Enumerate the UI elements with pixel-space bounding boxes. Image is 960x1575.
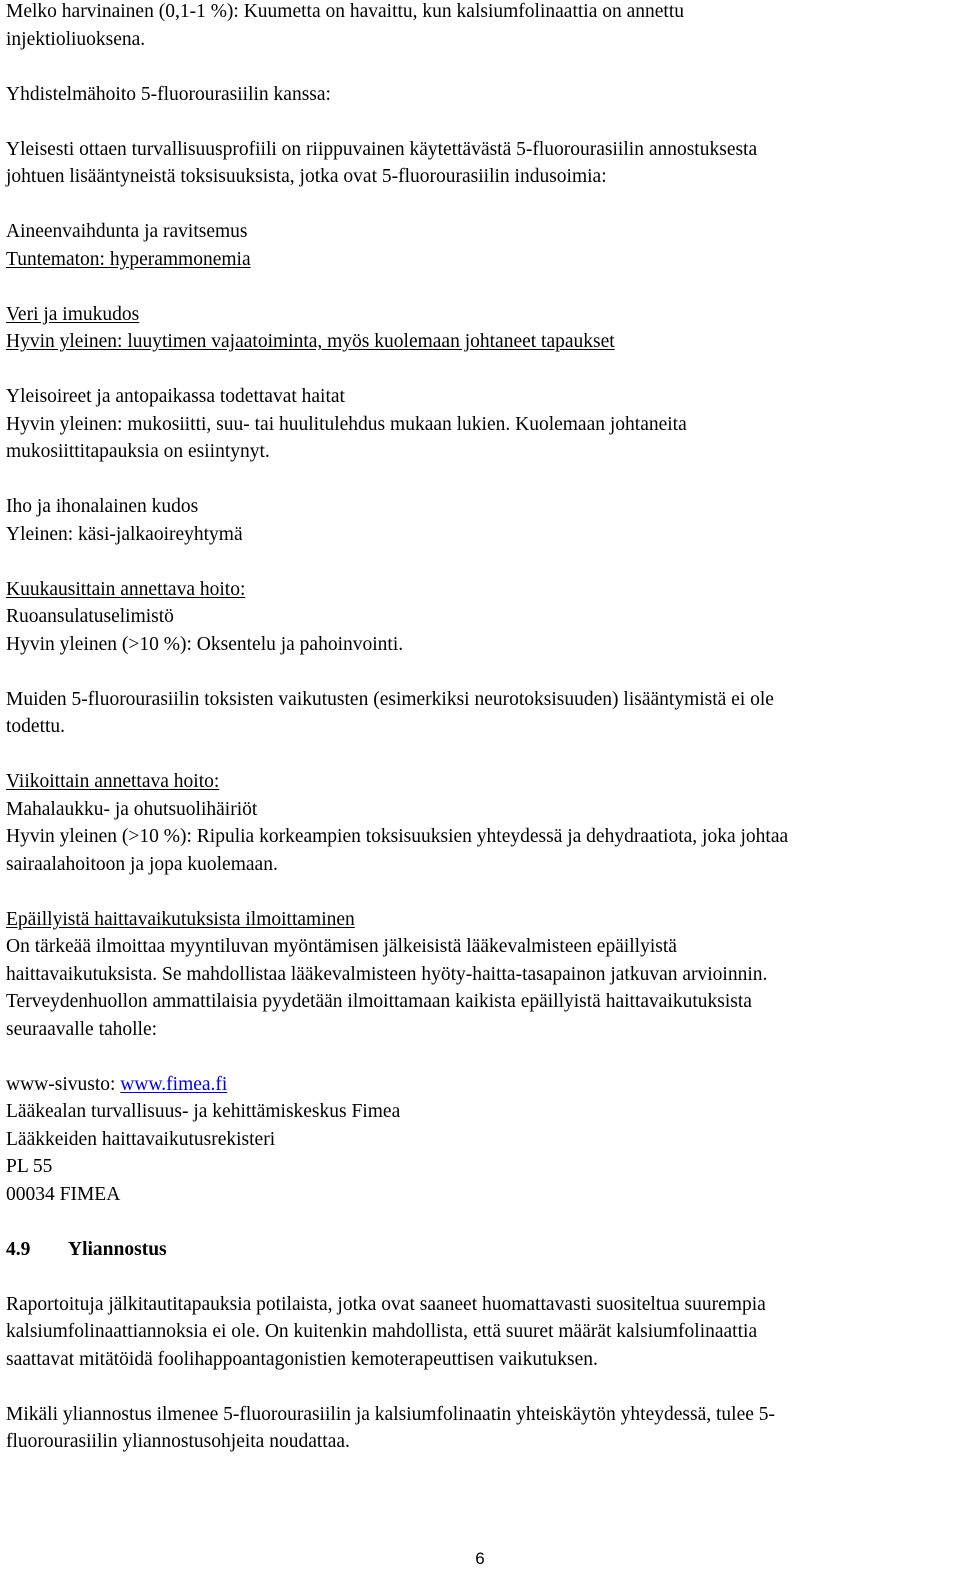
subsection-heading: Kuukausittain annettava hoito: xyxy=(6,578,246,600)
text-line: Muiden 5-fluorourasiilin toksisten vaikutusten (esimerkiksi neurotoksisuuden) lisääntymistä ei ole xyxy=(6,688,774,710)
address-line: 00034 FIMEA xyxy=(6,1183,121,1205)
underlined-text: Hyvin yleinen: luuytimen vajaatoiminta, myös kuolemaan johtaneet tapaukset xyxy=(6,331,615,352)
text-line: seuraavalle taholle: xyxy=(6,1018,158,1040)
text-line: Yleisesti ottaen turvallisuusprofiili on riippuvainen käytettävästä 5-fluorourasiilin annostuksesta xyxy=(6,138,758,160)
paragraph-gap xyxy=(6,108,954,136)
website-line xyxy=(6,1071,954,1099)
text-line: johtuen lisääntyneistä toksisuuksista, jotka ovat 5-fluorourasiilin indusoimia: xyxy=(6,166,607,187)
section-label: Yleisoireet ja antopaikassa todettavat haitat xyxy=(6,386,345,407)
text-line: Raportoituja jälkitautitapauksia potilaista, jotka ovat saaneet huomattavasti suositeltua suurempia xyxy=(6,1293,766,1315)
section-heading xyxy=(6,1236,954,1264)
paragraph-gap xyxy=(6,466,954,494)
text-line: On tärkeää ilmoittaa myyntiluvan myöntämisen jälkeisistä lääkevalmisteen epäillyistä xyxy=(6,936,677,957)
paragraph-gap xyxy=(6,191,954,219)
text-line: Melko harvinainen (0,1-1 %): Kuumetta on havaittu, kun kalsiumfolinaattia on annettu xyxy=(6,1,684,22)
text-line: Yhdistelmähoito 5-fluorourasiilin kanssa: xyxy=(6,83,331,105)
paragraph-gap xyxy=(6,356,954,384)
text-line: haittavaikutuksista. Se mahdollistaa lääkevalmisteen hyöty-haitta-tasapainon jatkuvan arvioinnin. xyxy=(6,963,768,985)
section-label: Mahalaukku- ja ohutsuolihäiriöt xyxy=(6,798,258,820)
paragraph-gap xyxy=(6,273,954,301)
section-label: Aineenvaihdunta ja ravitsemus xyxy=(6,221,248,242)
paragraph-gap xyxy=(6,1208,954,1236)
text-line: saattavat mitätöidä foolihappoantagonistien kemoterapeuttisen vaikutuksen. xyxy=(6,1348,598,1370)
paragraph-gap xyxy=(6,658,954,686)
section-label: Iho ja ihonalainen kudos xyxy=(6,496,199,517)
paragraph-gap xyxy=(6,1263,954,1291)
fimea-link[interactable]: www.fimea.fi xyxy=(120,1073,228,1095)
text-line: Hyvin yleinen (>10 %): Ripulia korkeampien toksisuuksien yhteydessä ja dehydraatiota, joka johtaa xyxy=(6,826,789,847)
page-number: 6 xyxy=(475,1549,485,1568)
paragraph-gap xyxy=(6,1373,954,1401)
website-label: www-sivusto: xyxy=(6,1073,121,1095)
text-line: kalsiumfolinaattiannoksia ei ole. On kuitenkin mahdollista, että suuret määrät kalsiumfolinaattia xyxy=(6,1321,758,1342)
text-line: mukosiittitapauksia on esiintynyt. xyxy=(6,441,270,462)
text-line: Terveydenhuollon ammattilaisia pyydetään ilmoittamaan kaikista epäillyistä haittavaikutuksista xyxy=(6,991,752,1012)
text-line: sairaalahoitoon ja jopa kuolemaan. xyxy=(6,853,278,875)
address-line: Lääkkeiden haittavaikutusrekisteri xyxy=(6,1128,276,1150)
paragraph-gap xyxy=(6,1043,954,1071)
text-line: Yleinen: käsi-jalkaoireyhtymä xyxy=(6,523,243,545)
paragraph-gap xyxy=(6,878,954,906)
document-page xyxy=(6,0,954,1456)
section-label: Ruoansulatuselimistö xyxy=(6,606,174,627)
section-title: Yliannostus xyxy=(68,1238,167,1260)
paragraph-gap xyxy=(6,548,954,576)
text-line: injektioliuoksena. xyxy=(6,28,146,50)
text-line: todettu. xyxy=(6,716,66,737)
subsection-heading: Viikoittain annettava hoito: xyxy=(6,771,220,792)
text-line: Hyvin yleinen: mukosiitti, suu- tai huulitulehdus mukaan lukien. Kuolemaan johtaneita xyxy=(6,413,687,435)
paragraph-gap xyxy=(6,53,954,81)
paragraph-gap xyxy=(6,741,954,769)
subsection-heading: Epäillyistä haittavaikutuksista ilmoittaminen xyxy=(6,908,355,930)
address-line: PL 55 xyxy=(6,1156,53,1177)
text-line: Mikäli yliannostus ilmenee 5-fluorourasiilin ja kalsiumfolinaatin yhteiskäytön yhteydessä, tulee 5- xyxy=(6,1403,776,1425)
address-line: Lääkealan turvallisuus- ja kehittämiskeskus Fimea xyxy=(6,1101,401,1122)
text-line: Hyvin yleinen (>10 %): Oksentelu ja pahoinvointi. xyxy=(6,633,404,655)
underlined-text: Tuntematon: hyperammonemia xyxy=(6,248,251,270)
section-number: 4.9 xyxy=(6,1238,31,1260)
text-line: fluorourasiilin yliannostusohjeita noudattaa. xyxy=(6,1431,350,1452)
underlined-text: Veri ja imukudos xyxy=(6,303,140,325)
